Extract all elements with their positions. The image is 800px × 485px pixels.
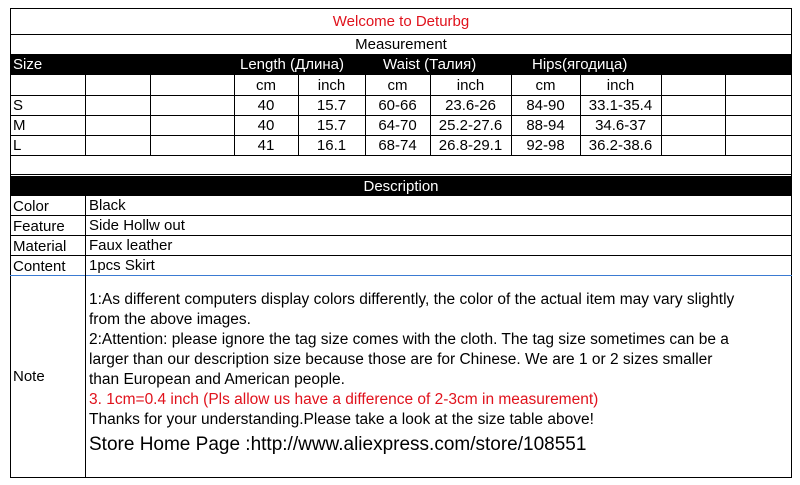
size-label: S — [13, 97, 24, 114]
unit-length-inch: inch — [317, 77, 346, 94]
note-line: 2:Attention: please ignore the tag size comes with the cloth. The tag size sometimes can be a — [89, 331, 729, 348]
header-waist: Waist (Талия) — [383, 56, 477, 73]
note-line: Thanks for your understanding.Please take a look at the size table above! — [89, 411, 594, 428]
header-hips: Hips(ягодица) — [532, 56, 628, 73]
unit-waist-inch: inch — [456, 77, 485, 94]
feature-value: Side Hollw out — [89, 217, 185, 234]
header-size: Size — [13, 56, 43, 73]
content-label: Content — [13, 258, 66, 275]
hips-inch: 34.6-37 — [595, 117, 646, 134]
waist-inch: 25.2-27.6 — [438, 117, 503, 134]
color-value: Black — [89, 197, 126, 214]
description-header: Description — [10, 176, 792, 196]
note-line: larger than our description size because those are for Chinese. We are 1 or 2 sizes smaller — [89, 351, 713, 368]
hips-cm: 92-98 — [526, 137, 565, 154]
divider — [10, 275, 792, 276]
content-value: 1pcs Skirt — [89, 257, 155, 274]
hips-cm: 88-94 — [526, 117, 565, 134]
material-label: Material — [13, 238, 67, 255]
length-cm: 40 — [257, 117, 275, 134]
hips-inch: 33.1-35.4 — [588, 97, 653, 114]
measurement-header: Measurement — [355, 36, 447, 53]
store-link[interactable]: Store Home Page :http://www.aliexpress.com/store/108551 — [89, 434, 587, 455]
size-label: L — [13, 137, 22, 154]
material-value: Faux leather — [89, 237, 173, 254]
header-length: Length (Длина) — [240, 56, 344, 73]
unit-hips-inch: inch — [606, 77, 635, 94]
color-label: Color — [13, 198, 49, 215]
waist-cm: 60-66 — [378, 97, 417, 114]
note-text — [89, 290, 779, 459]
note-line: than European and American people. — [89, 371, 345, 388]
unit-length-cm: cm — [256, 77, 276, 94]
unit-hips-cm: cm — [535, 77, 556, 94]
size-table-header — [10, 55, 792, 75]
length-cm: 41 — [257, 137, 275, 154]
waist-cm: 68-74 — [378, 137, 417, 154]
waist-inch: 23.6-26 — [445, 97, 496, 114]
note-line-red: 3. 1cm=0.4 inch (Pls allow us have a difference of 2-3cm in measurement) — [89, 391, 599, 408]
length-cm: 40 — [257, 97, 275, 114]
note-line: from the above images. — [89, 311, 251, 328]
length-inch: 16.1 — [316, 137, 347, 154]
waist-cm: 64-70 — [378, 117, 417, 134]
note-label: Note — [13, 368, 45, 385]
hips-inch: 36.2-38.6 — [588, 137, 653, 154]
length-inch: 15.7 — [316, 117, 347, 134]
page-title: Welcome to Deturbg — [332, 13, 470, 30]
waist-inch: 26.8-29.1 — [438, 137, 503, 154]
feature-label: Feature — [13, 218, 65, 235]
unit-waist-cm: cm — [387, 77, 408, 94]
size-label: M — [13, 117, 26, 134]
note-line: 1:As different computers display colors differently, the color of the actual item may vary slightly — [89, 291, 735, 308]
hips-cm: 84-90 — [526, 97, 565, 114]
length-inch: 15.7 — [316, 97, 347, 114]
